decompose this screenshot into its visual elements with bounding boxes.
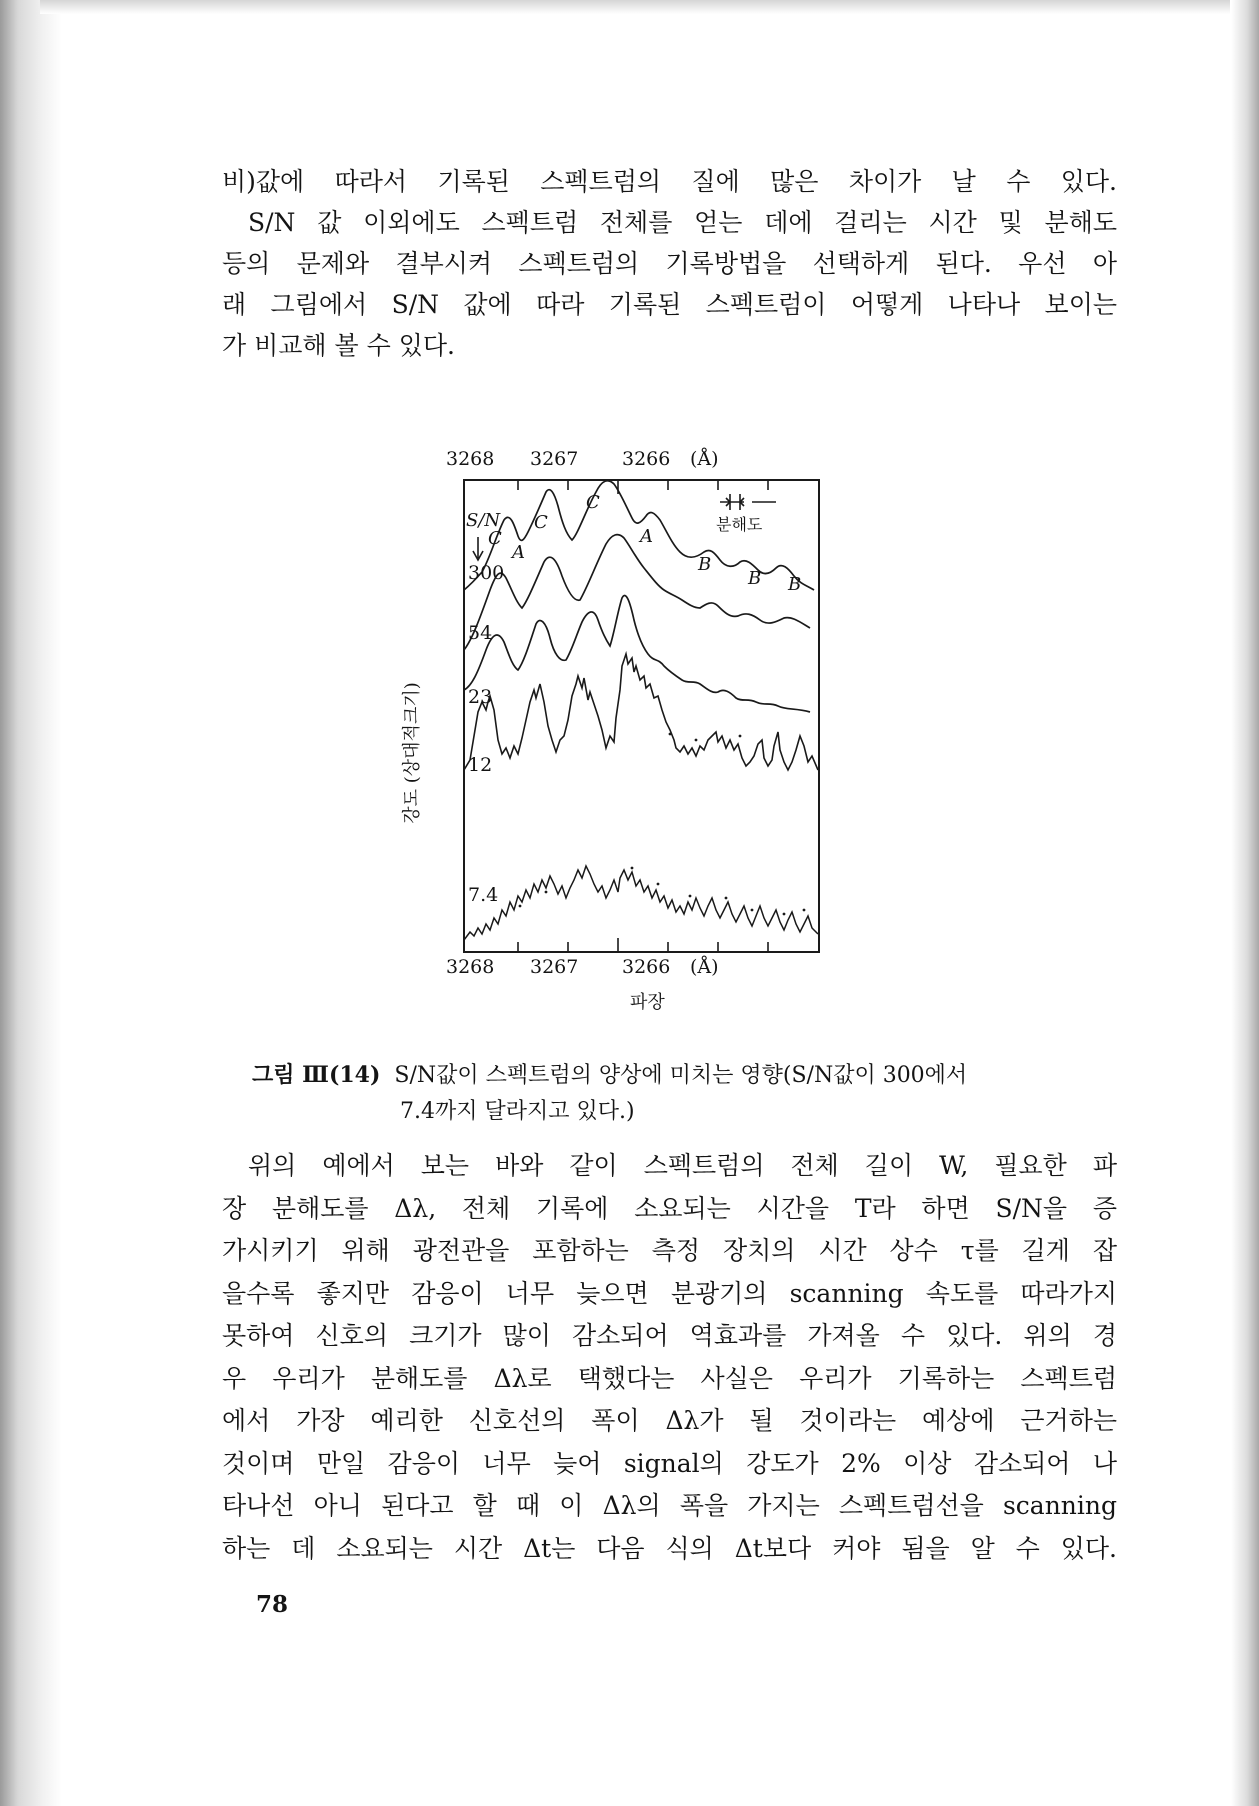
- top-tick-unit: (Å): [690, 448, 719, 470]
- text-line: 등의 문제와 결부시켜 스펙트럼의 기록방법을 선택하게 된다. 우선 아: [222, 249, 1117, 278]
- sn-value-12: 12: [468, 754, 493, 776]
- resolution-marker: [720, 494, 776, 510]
- sn-label: S/N: [466, 510, 501, 531]
- peak-letter: C: [534, 512, 548, 533]
- text-line: 비)값에 따라서 기록된 스펙트럼의 질에 많은 차이가 날 수 있다.: [222, 167, 1117, 196]
- top-tick-3267: 3267: [530, 448, 579, 470]
- bottom-ticks: [518, 938, 768, 952]
- spectrum-trace-7-4: [464, 866, 818, 940]
- text-line: 가시키기 위해 광전관을 포함하는 측정 장치의 시간 상수 τ를 길게 잡: [222, 1236, 1117, 1265]
- peak-letter: B: [698, 554, 712, 575]
- text-line: 래 그림에서 S/N 값에 따라 기록된 스펙트럼이 어떻게 나타나 보이는: [222, 290, 1117, 319]
- top-tick-3268: 3268: [446, 448, 495, 470]
- figure-caption: [252, 1057, 1112, 1130]
- text-line: 위의 예에서 보는 바와 같이 스펙트럼의 전체 길이 W, 필요한 파: [248, 1151, 1117, 1180]
- peak-letter: A: [512, 542, 525, 563]
- text-line: 타나선 아니 된다고 할 때 이 Δλ의 폭을 가지는 스펙트럼선을 scanning: [222, 1491, 1117, 1520]
- bottom-tick-3266: 3266: [622, 956, 671, 978]
- caption-line-2: 7.4까지 달라지고 있다.): [400, 1099, 635, 1124]
- text-line: 에서 가장 예리한 신호선의 폭이 Δλ가 될 것이라는 예상에 근거하는: [222, 1406, 1117, 1435]
- top-tick-3266: 3266: [622, 448, 671, 470]
- page-top-edge: [40, 0, 1230, 14]
- text-line: 우 우리가 분해도를 Δλ로 택했다는 사실은 우리가 기록하는 스펙트럼: [222, 1363, 1117, 1393]
- text-line: 못하여 신호의 크기가 많이 감소되어 역효과를 가져올 수 있다. 위의 경: [222, 1321, 1117, 1350]
- paragraph-top: [222, 161, 1117, 366]
- sn-value-23: 23: [468, 686, 493, 708]
- spectrum-trace-12: [464, 654, 818, 770]
- caption-number: 그림 Ⅲ(14): [252, 1062, 381, 1088]
- page-edge-shadow: [1231, 0, 1259, 1806]
- text-line: 장 분해도를 Δλ, 전체 기록에 소요되는 시간을 T라 하면 S/N을 증: [222, 1193, 1117, 1223]
- y-axis-label: 강도 (상대적크기): [401, 682, 423, 824]
- sn-value-7-4: 7.4: [468, 884, 499, 906]
- text-line: 하는 데 소요되는 시간 Δt는 다음 식의 Δt보다 커야 됨을 알 수 있다.: [222, 1533, 1117, 1563]
- bottom-tick-3268: 3268: [446, 956, 495, 978]
- peak-letter: B: [788, 574, 802, 595]
- text-line: S/N 값 이외에도 스펙트럼 전체를 얻는 데에 걸리는 시간 및 분해도: [248, 208, 1117, 237]
- page-number: 78: [256, 1591, 289, 1618]
- caption-line-1: S/N값이 스펙트럼의 양상에 미치는 영향(S/N값이 300에서: [394, 1063, 968, 1088]
- bottom-tick-3267: 3267: [530, 956, 579, 978]
- resolution-label: 분해도: [716, 515, 763, 534]
- spectrum-figure: [400, 440, 840, 1020]
- x-axis-label: 파장: [630, 992, 665, 1013]
- peak-letter: A: [640, 526, 653, 547]
- sn-arrow: [473, 537, 483, 560]
- peak-letter: C: [586, 492, 600, 513]
- paragraph-bottom: [222, 1145, 1117, 1570]
- text-line: 것이며 만일 감응이 너무 늦어 signal의 강도가 2% 이상 감소되어 나: [222, 1448, 1117, 1478]
- spectrum-trace-23: [464, 595, 810, 712]
- bottom-tick-unit: (Å): [690, 956, 719, 978]
- spectrum-trace-300: [464, 481, 814, 590]
- sn-value-54: 54: [468, 622, 493, 644]
- peak-letter: C: [488, 528, 502, 549]
- text-line: 가 비교해 볼 수 있다.: [222, 331, 455, 360]
- peak-letter: B: [748, 568, 762, 589]
- text-line: 을수록 좋지만 감응이 너무 늦으면 분광기의 scanning 속도를 따라가지: [222, 1278, 1117, 1308]
- page-binding-shadow: [0, 0, 62, 1806]
- sn-value-300: 300: [468, 562, 505, 584]
